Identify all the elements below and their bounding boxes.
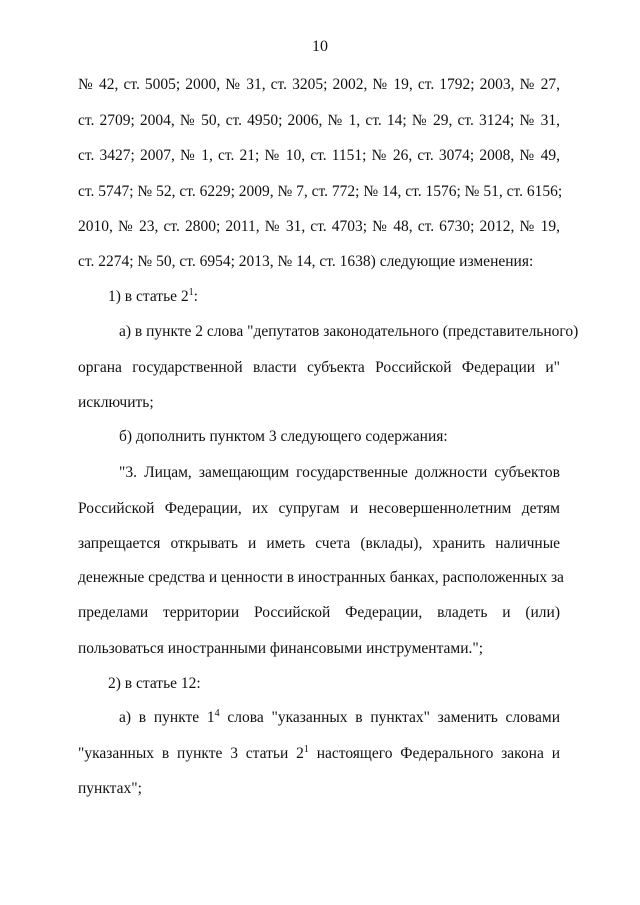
item-1-sup: 1 xyxy=(188,287,194,298)
item-1b-line: б) дополнить пунктом 3 следующего содержания: xyxy=(119,428,448,445)
item-2a-line: пунктах"; xyxy=(78,780,142,797)
item-2a-line xyxy=(119,709,560,727)
quote-line: пользоваться иностранными финансовыми инструментами."; xyxy=(78,640,484,657)
item-1a-line: а) в пункте 2 слова "депутатов законодательного (представительного) xyxy=(119,323,579,340)
item-2a-text: слова "указанных в пунктах" заменить словами xyxy=(219,709,560,726)
quote-line: "3. Лицам, замещающим государственные должности субъектов xyxy=(119,464,560,481)
item-1-heading xyxy=(108,288,198,306)
item-2a-sup: 4 xyxy=(214,708,220,719)
item-1-text: 1) в статье 2 xyxy=(108,288,189,305)
item-2a-text: "указанных в пункте 3 статьи 2 xyxy=(78,745,304,762)
item-2a-sup: 1 xyxy=(303,744,309,755)
quote-line: запрещается открывать и иметь счета (вклады), хранить наличные xyxy=(78,535,560,552)
text-line: 2010, № 23, ст. 2800; 2011, № 31, ст. 4703; № 48, ст. 6730; 2012, № 19, xyxy=(78,218,560,235)
item-2-heading: 2) в статье 12: xyxy=(108,675,201,692)
text-line: ст. 5747; № 52, ст. 6229; 2009, № 7, ст. 772; № 14, ст. 1576; № 51, ст. 6156; xyxy=(78,183,563,200)
item-2a-line xyxy=(78,745,560,763)
quote-line: пределами территории Российской Федерации, владеть и (или) xyxy=(78,604,560,621)
text-line: ст. 2274; № 50, ст. 6954; 2013, № 14, ст. 1638) следующие изменения: xyxy=(78,253,534,270)
text-line: ст. 2709; 2004, № 50, ст. 4950; 2006, № 1, ст. 14; № 29, ст. 3124; № 31, xyxy=(78,112,560,129)
page-number: 10 xyxy=(312,38,328,55)
text-line: № 42, ст. 5005; 2000, № 31, ст. 3205; 2002, № 19, ст. 1792; 2003, № 27, xyxy=(78,76,560,93)
quote-line: Российской Федерации, их супругам и несовершеннолетним детям xyxy=(78,500,560,517)
quote-line: денежные средства и ценности в иностранных банках, расположенных за xyxy=(78,569,564,586)
item-2a-text: настоящего Федерального закона и xyxy=(308,745,560,762)
item-1a-line: органа государственной власти субъекта Российской Федерации и" xyxy=(78,359,560,376)
item-1-after: : xyxy=(193,288,198,305)
item-1a-line: исключить; xyxy=(78,394,154,411)
text-line: ст. 3427; 2007, № 1, ст. 21; № 10, ст. 1151; № 26, ст. 3074; 2008, № 49, xyxy=(78,147,560,164)
item-2a-text: а) в пункте 1 xyxy=(119,709,215,726)
